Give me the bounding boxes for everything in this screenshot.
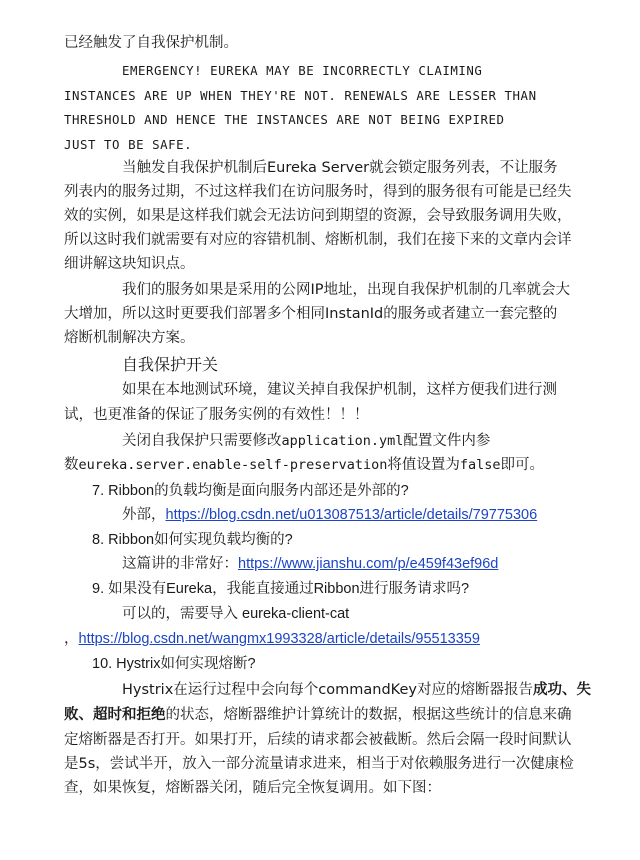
q8-link[interactable]: https://www.jianshu.com/p/e459f43ef96d bbox=[238, 556, 499, 572]
config-value: false bbox=[459, 457, 501, 473]
q10-bold-text: 败、超时和拒绝 bbox=[64, 707, 166, 723]
para4-text: 数 bbox=[64, 457, 79, 473]
para4-line-1 bbox=[122, 431, 490, 451]
q10-line-5: 查，如果恢复，熔断器关闭，随后完全恢复调用。如下图： bbox=[64, 780, 441, 796]
para1-line-2: 列表内的服务过期，不过这样我们在访问服务时，得到的服务很有可能是已经失 bbox=[64, 184, 572, 200]
para1-line-5: 细讲解这块知识点。 bbox=[64, 256, 195, 272]
q10-line-1 bbox=[122, 680, 591, 700]
q10-line-2 bbox=[64, 705, 572, 725]
q10-text: 的状态，熔断器维护计算统计的数据，根据这些统计的信息来确 bbox=[165, 707, 572, 723]
q8-answer bbox=[122, 554, 498, 574]
q9-link-line bbox=[64, 629, 480, 649]
q7-title: 7. Ribbon的负载均衡是面向服务内部还是外部的? bbox=[92, 483, 409, 499]
q8-title: 8. Ribbon如何实现负载均衡的? bbox=[92, 532, 293, 548]
warning-line-4: JUST TO BE SAFE. bbox=[64, 137, 193, 152]
q7-answer bbox=[122, 505, 537, 525]
para4-text: 即可。 bbox=[500, 457, 544, 473]
q10-line-3: 定熔断器是否打开。如果打开，后续的请求都会被截断。然后会隔一段时间默认 bbox=[64, 732, 572, 748]
q8-answer-prefix: 这篇讲的非常好： bbox=[122, 556, 238, 572]
q7-link[interactable]: https://blog.csdn.net/u013087513/article/details/79775306 bbox=[165, 507, 538, 523]
warning-line-3: THRESHOLD AND HENCE THE INSTANCES ARE NOT BEING EXPIRED bbox=[64, 112, 505, 127]
q10-text: Hystrix在运行过程中会向每个commandKey对应的熔断器报告 bbox=[122, 682, 533, 698]
para4-text: 配置文件内参 bbox=[403, 433, 491, 449]
q9-link-prefix: ， bbox=[64, 631, 79, 647]
para4-line-2 bbox=[64, 455, 544, 475]
q7-answer-prefix: 外部， bbox=[122, 507, 166, 523]
intro-line: 已经触发了自我保护机制。 bbox=[64, 35, 238, 51]
para1-line-1: 当触发自我保护机制后Eureka Server就会锁定服务列表，不让服务 bbox=[122, 160, 558, 176]
config-file-name: application.yml bbox=[281, 433, 404, 449]
q10-line-4: 是5s，尝试半开，放入一部分流量请求进来，相当于对依赖服务进行一次健康检 bbox=[64, 756, 574, 772]
q9-title: 9. 如果没有Eureka，我能直接通过Ribbon进行服务请求吗? bbox=[92, 581, 470, 597]
para1-line-3: 效的实例，如果是这样我们就会无法访问到期望的资源，会导致服务调用失败， bbox=[64, 208, 572, 224]
para4-text: 将值设置为 bbox=[387, 457, 460, 473]
para2-line-1: 我们的服务如果是采用的公网IP地址，出现自我保护机制的几率就会大 bbox=[122, 282, 571, 298]
config-property: eureka.server.enable-self-preservation bbox=[78, 457, 388, 473]
q9-answer: 可以的，需要导入 eureka-client-cat bbox=[122, 606, 350, 622]
para2-line-2: 大增加，所以这时更要我们部署多个相同InstanId的服务或者建立一套完整的 bbox=[64, 306, 558, 322]
para3-line-2: 试，也更准备的保证了服务实例的有效性！！！ bbox=[64, 407, 369, 423]
q9-link[interactable]: https://blog.csdn.net/wangmx1993328/article/details/95513359 bbox=[78, 631, 480, 647]
section-heading: 自我保护开关 bbox=[122, 355, 219, 374]
para1-line-4: 所以这时我们就需要有对应的容错机制、熔断机制，我们在接下来的文章内会详 bbox=[64, 232, 572, 248]
warning-line-2: INSTANCES ARE UP WHEN THEY'RE NOT. RENEWALS ARE LESSER THAN bbox=[64, 88, 537, 103]
para4-text: 关闭自我保护只需要修改 bbox=[122, 433, 282, 449]
para3-line-1: 如果在本地测试环境，建议关掉自我保护机制，这样方便我们进行测 bbox=[122, 382, 557, 398]
q10-bold-text: 成功、失 bbox=[532, 682, 591, 698]
q10-title: 10. Hystrix如何实现熔断? bbox=[92, 656, 256, 672]
para2-line-3: 熔断机制解决方案。 bbox=[64, 330, 195, 346]
warning-line-1: EMERGENCY! EUREKA MAY BE INCORRECTLY CLAIMING bbox=[122, 63, 483, 78]
